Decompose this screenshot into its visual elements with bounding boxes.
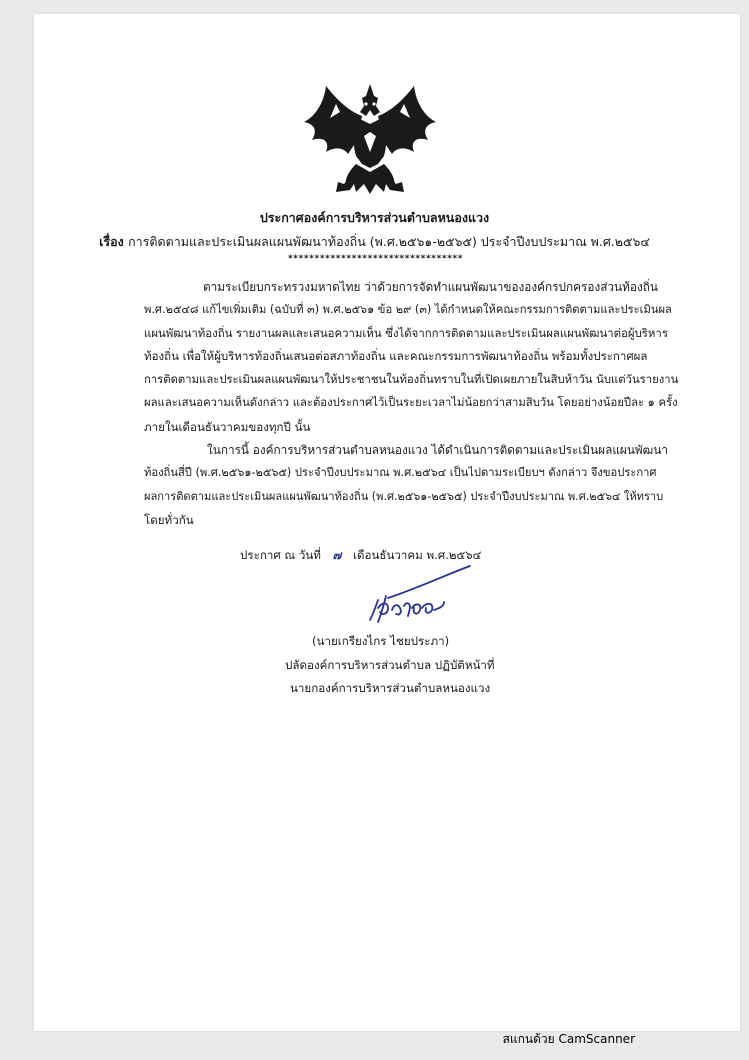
announcement-title: ประกาศองค์การบริหารส่วนตำบลหนองแวง [259,210,490,225]
signatory-organization: นายกองค์การบริหารส่วนตำบลหนองแวง [290,681,491,695]
subject-text: การติดตามและประเมินผลแผนพัฒนาท้องถิ่น (พ.ศ.๒๕๖๑-๒๕๖๕) ประจำปีงบประมาณ พ.ศ.๒๕๖๔ [128,234,650,249]
paragraph1-line: การติดตามและประเมินผลแผนพัฒนาให้ประชาชนในท้องถิ่นทราบในที่เปิดเผยภายในสิบห้าวัน นับแต่วันรายงาน [144,373,679,386]
dateline-suffix: เดือนธันวาคม พ.ศ.๒๕๖๔ [353,548,482,562]
paragraph2-line: ในการนี้ องค์การบริหารส่วนตำบลหนองแวง ได้ดำเนินการติดตามและประเมินผลแผนพัฒนา [207,443,669,457]
signatory-position: ปลัดองค์การบริหารส่วนตำบล ปฏิบัติหน้าที่ [285,658,495,672]
camscanner-watermark: สแกนด้วย CamScanner [502,1032,635,1046]
paragraph1-line: พ.ศ.๒๕๔๘ แก้ไขเพิ่มเติม (ฉบับที่ ๓) พ.ศ.๒๕๖๑ ข้อ ๒๙ (๓) ได้กำหนดให้คณะกรรมการติดตามและประเมินผล [144,303,672,316]
paragraph2-line: ท้องถิ่นสี่ปี (พ.ศ.๒๕๖๑-๒๕๖๕) ประจำปีงบประมาณ พ.ศ.๒๕๖๔ เป็นไปตามระเบียบฯ ดังกล่าว จึงขอประกาศ [144,466,657,479]
paragraph2-line: ผลการติดตามและประเมินผลแผนพัฒนาท้องถิ่น (พ.ศ.๒๕๖๑-๒๕๖๕) ประจำปีงบประมาณ พ.ศ.๒๕๖๔ ให้ทราบ [144,490,664,503]
paragraph1-line: ท้องถิ่น เพื่อให้ผู้บริหารท้องถิ่นเสนอต่อสภาท้องถิ่น และคณะกรรมการพัฒนาท้องถิ่น พร้อมทั้งประกาศผล [144,349,648,363]
paragraph1-line: แผนพัฒนาท้องถิ่น รายงานผลและเสนอความเห็น ซึ่งได้จากการติดตามและประเมินผลแผนพัฒนาต่อผู้บริหาร [144,326,668,340]
asterisk-divider: ********************************* [288,254,464,264]
garuda-emblem-icon [296,80,444,206]
paragraph1-line: ภายในเดือนธันวาคมของทุกปี นั้น [144,420,311,434]
paragraph1-line: ตามระเบียบกระทรวงมหาดไทย ว่าด้วยการจัดทำแผนพัฒนาขององค์กรปกครองส่วนท้องถิ่น [203,280,658,294]
paragraph1-line: ผลและเสนอความเห็นดังกล่าว และต้องประกาศไว้เป็นระยะเวลาไม่น้อยกว่าสามสิบวัน โดยอย่างน้อยปีละ ๑ ครั้ง [144,396,678,409]
handwritten-signature [348,562,478,632]
dateline-prefix: ประกาศ ณ วันที่ [240,548,321,562]
signatory-name: (นายเกรียงไกร ไชยประภา) [312,634,450,648]
dateline-day: ๗ [332,548,342,562]
announcement-subject [0,232,749,252]
subject-prefix: เรื่อง [99,234,124,249]
dateline [240,548,481,562]
paragraph2-line: โดยทั่วกัน [144,513,194,527]
